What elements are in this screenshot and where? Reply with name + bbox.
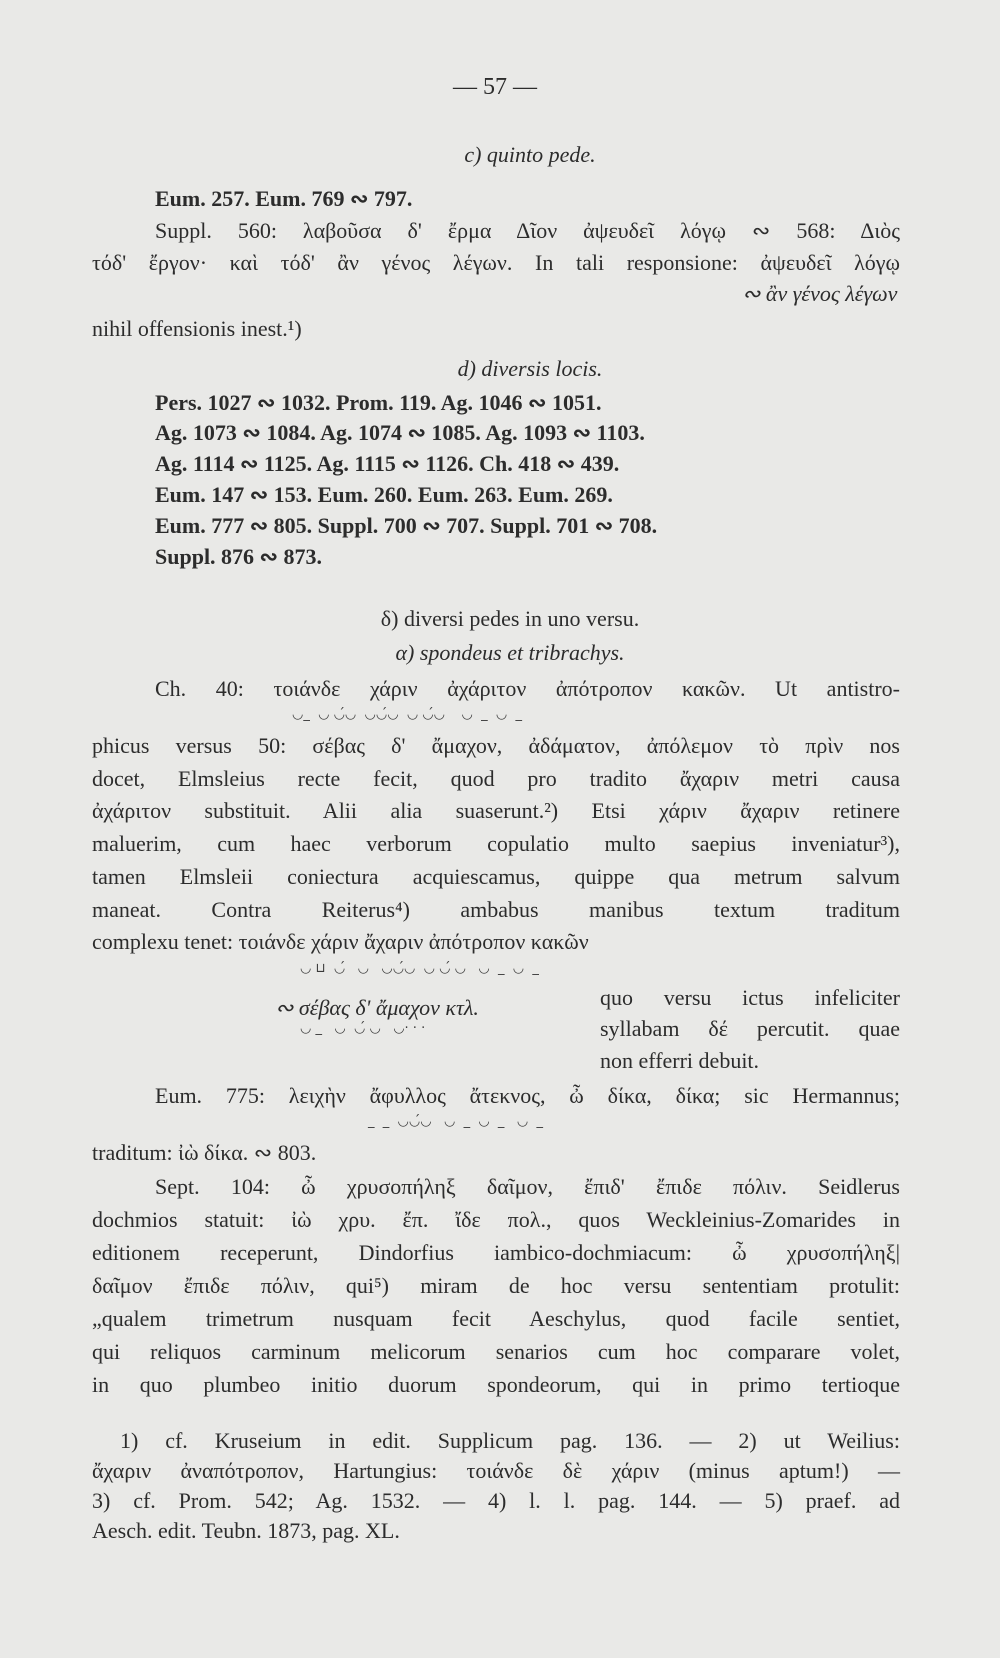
footnote: ἄχαριν ἀναπότροπον, Hartungius: τοιάνδε δὲ χάριν (minus aptum!) — — [92, 1458, 900, 1483]
text-line: Eum. 775: λειχὴν ἄφυλλος ἄτεκνος, ὦ δίκα, δίκα; sic Hermannus; — [155, 1083, 900, 1108]
text-line: non efferri debuit. — [600, 1048, 760, 1073]
text-line: nihil offensionis inest.¹) — [92, 316, 302, 341]
text-line: phicus versus 50: σέβας δ' ἄμαχον, ἀδάματον, ἀπόλεμον τὸ πρὶν nos — [92, 733, 900, 758]
metrical-scheme: ◡ ⊔ ◡́ ◡ ◡◡́◡ ◡ ◡́ ◡ ◡ _ ◡ _ — [300, 961, 539, 976]
text-line: dochmios statuit: ἰὼ χρυ. ἔπ. ἴδε πολ., quos Weckleinius-Zomarides in — [92, 1207, 900, 1232]
reference-line: Eum. 147 ∾ 153. Eum. 260. Eum. 263. Eum. 269. — [155, 482, 613, 507]
text-line: editionem receperunt, Dindorfius iambico-dochmiacum: ὦ χρυσοπήληξ| — [92, 1240, 900, 1265]
text-line: ἀχάριτον substituit. Alii alia suaserunt.²) Etsi χάριν ἄχαριν retinere — [92, 798, 900, 823]
text-line: Eum. 257. Eum. 769 ∾ 797. — [155, 186, 413, 211]
section-heading-alpha: α) spondeus et tribrachys. — [395, 640, 625, 665]
text-line: docet, Elmsleius recte fecit, quod pro tradito ἄχαριν metri causa — [92, 766, 900, 791]
text-line: τόδ' ἔργον· καὶ τόδ' ἂν γένος λέγων. In tali responsione: ἀψευδεῖ λόγῳ — [92, 250, 900, 275]
reference-line: Ag. 1114 ∾ 1125. Ag. 1115 ∾ 1126. Ch. 418 ∾ 439. — [155, 451, 620, 476]
text-line: Sept. 104: ὦ χρυσοπήληξ δαῖμον, ἔπιδ' ἔπιδε πόλιν. Seidlerus — [155, 1174, 900, 1199]
metrical-scheme: ◡ _ ◡ ◡́ ◡ ◡· · · — [300, 1021, 426, 1036]
reference-line: Eum. 777 ∾ 805. Suppl. 700 ∾ 707. Suppl. 701 ∾ 708. — [155, 513, 658, 538]
text-line: quo versu ictus infeliciter — [600, 985, 900, 1010]
footnote: Aesch. edit. Teubn. 1873, pag. XL. — [92, 1518, 400, 1543]
text-line: Suppl. 560: λαβοῦσα δ' ἔρμα Δῖον ἀψευδεῖ λόγῳ ∾ 568: Διὸς — [155, 218, 900, 243]
metrical-scheme: ◡_ ◡ ◡́◡ ◡◡́◡ ◡ ◡́◡ ◡ _ ◡ _ — [292, 707, 523, 722]
text-line: „qualem trimetrum nusquam fecit Aeschylus, quod facile sentiet, — [92, 1306, 900, 1331]
text-line: in quo plumbeo initio duorum spondeorum, qui in primo tertioque — [92, 1372, 900, 1397]
text-line: syllabam δέ percutit. quae — [600, 1016, 900, 1041]
text-line: ∾ σέβας δ' ἄμαχον κτλ. — [275, 995, 479, 1020]
page-number: — 57 — — [453, 74, 537, 100]
text-line: maneat. Contra Reiterus⁴) ambabus manibus textum traditum — [92, 897, 900, 922]
text-line: maluerim, cum haec verborum copulatio multo saepius inveniatur³), — [92, 831, 900, 856]
reference-line: Pers. 1027 ∾ 1032. Prom. 119. Ag. 1046 ∾ 1051. — [155, 390, 602, 415]
footnote: 1) cf. Kruseium in edit. Supplicum pag. 136. — 2) ut Weilius: — [120, 1428, 900, 1453]
text-line: complexu tenet: τοιάνδε χάριν ἄχαριν ἀπότροπον κακῶν — [92, 929, 589, 954]
text-line: ∾ ἂν γένος λέγων — [742, 281, 898, 306]
section-heading-d: d) diversis locis. — [457, 356, 603, 381]
text-line: δαῖμον ἔπιδε πόλιν, qui⁵) miram de hoc versu sententiam protulit: — [92, 1273, 900, 1298]
section-heading-c: c) quinto pede. — [464, 142, 596, 167]
reference-line: Ag. 1073 ∾ 1084. Ag. 1074 ∾ 1085. Ag. 1093 ∾ 1103. — [155, 420, 645, 445]
metrical-scheme: _ _ ◡◡́◡ ◡ _ ◡ _ ◡ _ — [368, 1114, 543, 1129]
reference-line: Suppl. 876 ∾ 873. — [155, 544, 322, 569]
footnote: 3) cf. Prom. 542; Ag. 1532. — 4) l. l. pag. 144. — 5) praef. ad — [92, 1488, 900, 1513]
section-heading-delta: δ) diversi pedes in uno versu. — [380, 606, 640, 631]
text-line: Ch. 40: τοιάνδε χάριν ἀχάριτον ἀπότροπον κακῶν. Ut antistro- — [155, 676, 900, 701]
text-line: traditum: ἰὼ δίκα. ∾ 803. — [92, 1140, 317, 1165]
text-line: qui reliquos carminum melicorum senarios cum hoc comparare volet, — [92, 1339, 900, 1364]
text-line: tamen Elmsleii coniectura acquiescamus, quippe qua metrum salvum — [92, 864, 900, 889]
